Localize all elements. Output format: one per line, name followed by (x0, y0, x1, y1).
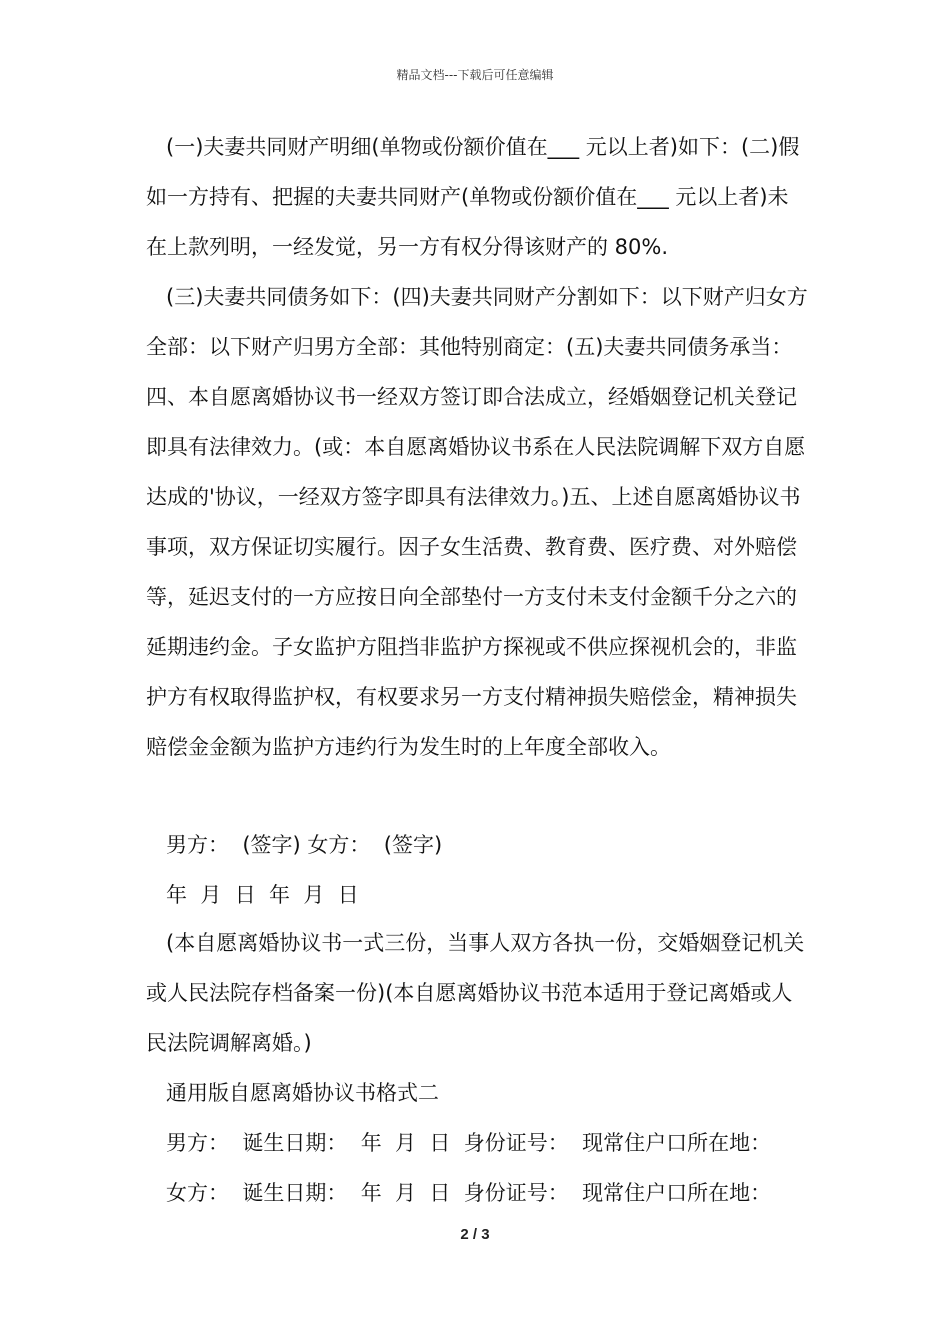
date-line: 年 月 日 年 月 日 (166, 883, 359, 907)
paragraph-text: (本自愿离婚协议书一式三份，当事人双方各执一份，交婚姻登记机关或人民法院存档备案一份)(本自愿离婚协议书范本适用于登记离婚或人民法院调解离婚。) (146, 931, 805, 1055)
paragraph-debts-and-terms (146, 272, 808, 772)
female-info-line: 女方： 诞生日期： 年 月 日 身份证号： 现常住户口所在地： (166, 1181, 772, 1205)
page-number: 2 / 3 (460, 1226, 490, 1243)
page-header: 精品文档---下载后可任意编辑 (396, 68, 554, 82)
paragraph-text: (三)夫妻共同债务如下：(四)夫妻共同财产分割如下：以下财产归女方全部：以下财产归男方全部：其他特别商定：(五)夫妻共同债务承当：四、本自愿离婚协议书一经双方签订即合法成立，经婚姻登记机关登记即具有法律效力。(或：本自愿离婚协议书系在人民法院调解下双方自愿达成的'协议，一经双方签字即具有法律效力。)五、上述自愿离婚协议书事项，双方保证切实履行。因子女生活费、教育费、医疗费、对外赔偿等，延迟支付的一方应按日向全部垫付一方支付未支付金额千分之六的延期违约金。子女监护方阻挡非监护方探视或不供应探视机会的，非监护方有权取得监护权，有权要求另一方支付精神损失赔偿金，精神损失赔偿金金额为监护方违约行为发生时的上年度全部收入。 (146, 285, 808, 759)
male-info-line: 男方： 诞生日期： 年 月 日 身份证号： 现常住户口所在地： (166, 1131, 772, 1155)
section-heading: 通用版自愿离婚协议书格式二 (166, 1081, 439, 1105)
paragraph-joint-property (146, 122, 808, 272)
paragraph-copies-note (146, 918, 808, 1068)
paragraph-text: (一)夫妻共同财产明细(单物或份额价值在___ 元以上者)如下：(二)假如一方持有、把握的夫妻共同财产(单物或份额价值在___ 元以上者)未在上款列明，一经发觉，另一方有权分得该财产的 80%. (146, 135, 800, 259)
signature-line: 男方： (签字) 女方： (签字) (166, 833, 443, 857)
